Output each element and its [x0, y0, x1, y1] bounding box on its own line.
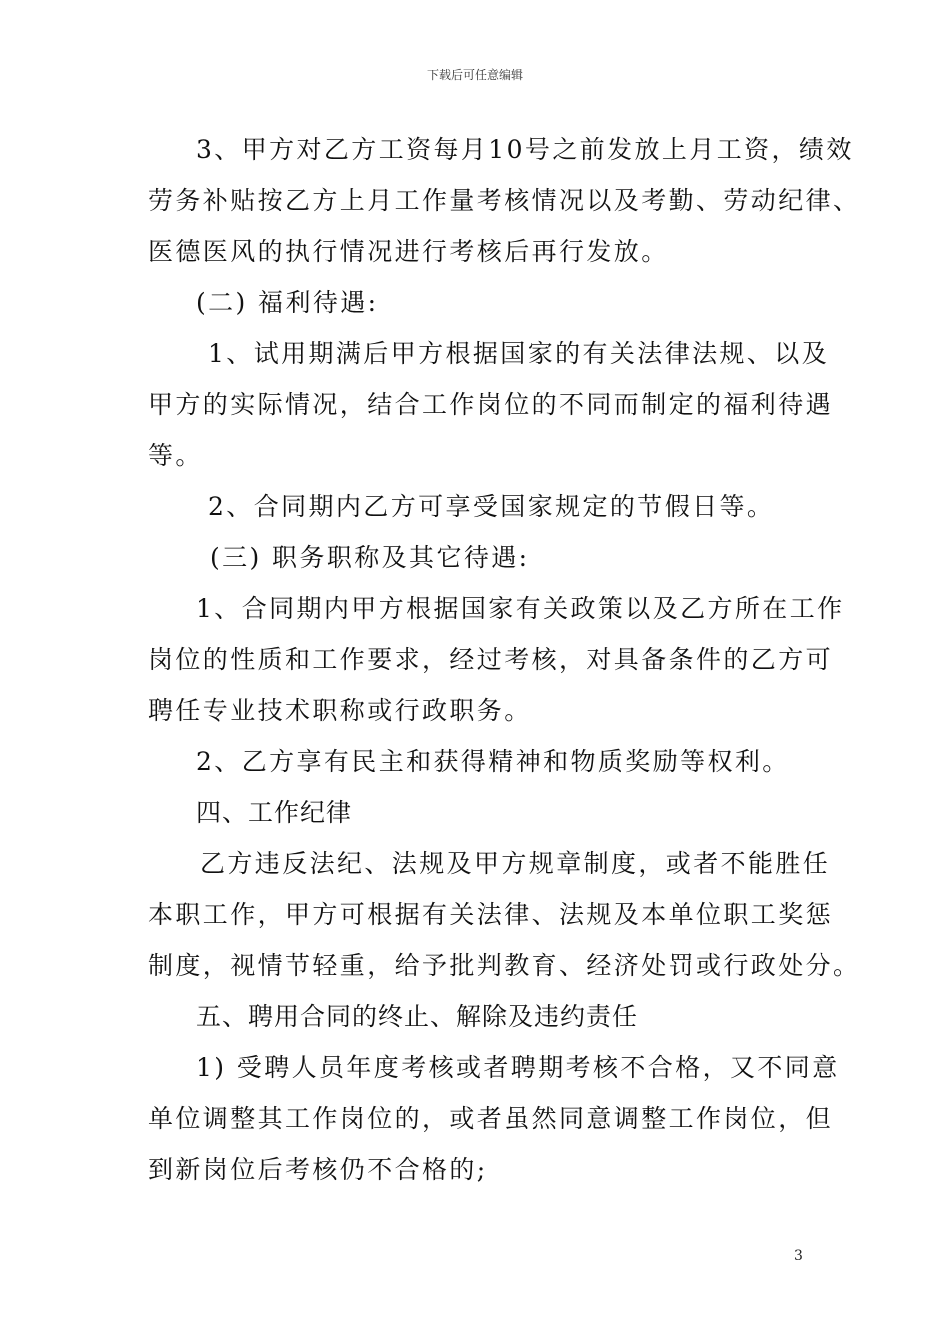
paragraph-line: 到新岗位后考核仍不合格的; [148, 1155, 488, 1184]
paragraph-line: 2、合同期内乙方可享受国家规定的节假日等。 [208, 492, 775, 521]
section-subheading: (二) 福利待遇: [196, 288, 379, 317]
section-heading: 五、聘用合同的终止、解除及违约责任 [196, 1002, 639, 1031]
paragraph-line: 聘任专业技术职称或行政职务。 [148, 696, 532, 725]
paragraph-line: 医德医风的执行情况进行考核后再行发放。 [148, 237, 669, 266]
paragraph-line: 劳务补贴按乙方上月工作量考核情况以及考勤、劳动纪律、 [148, 186, 861, 215]
paragraph-line: 等。 [148, 441, 203, 470]
paragraph-line: 乙方违反法纪、法规及甲方规章制度，或者不能胜任 [200, 849, 831, 878]
page-number: 3 [794, 1248, 803, 1264]
paragraph-line: 制度，视情节轻重，给予批判教育、经济处罚或行政处分。 [148, 951, 861, 980]
document-body [148, 124, 861, 1195]
paragraph-line: 2、乙方享有民主和获得精神和物质奖励等权利。 [196, 747, 790, 776]
paragraph-line: 1、试用期满后甲方根据国家的有关法律法规、以及 [208, 339, 830, 368]
page-header: 下载后可任意编辑 [426, 68, 523, 82]
paragraph-line: 岗位的性质和工作要求，经过考核，对具备条件的乙方可 [148, 645, 834, 674]
section-subheading: (三) 职务职称及其它待遇: [210, 543, 530, 572]
paragraph-line: 1、合同期内甲方根据国家有关政策以及乙方所在工作 [196, 594, 845, 623]
paragraph-line: 甲方的实际情况，结合工作岗位的不同而制定的福利待遇 [148, 390, 834, 419]
section-heading: 四、工作纪律 [196, 798, 353, 827]
paragraph-line: 单位调整其工作岗位的，或者虽然同意调整工作岗位，但 [148, 1104, 834, 1133]
paragraph-line: 本职工作，甲方可根据有关法律、法规及本单位职工奖惩 [148, 900, 834, 929]
paragraph-line: 3、甲方对乙方工资每月10号之前发放上月工资，绩效 [196, 135, 854, 164]
paragraph-line: 1) 受聘人员年度考核或者聘期考核不合格，又不同意 [196, 1053, 840, 1082]
